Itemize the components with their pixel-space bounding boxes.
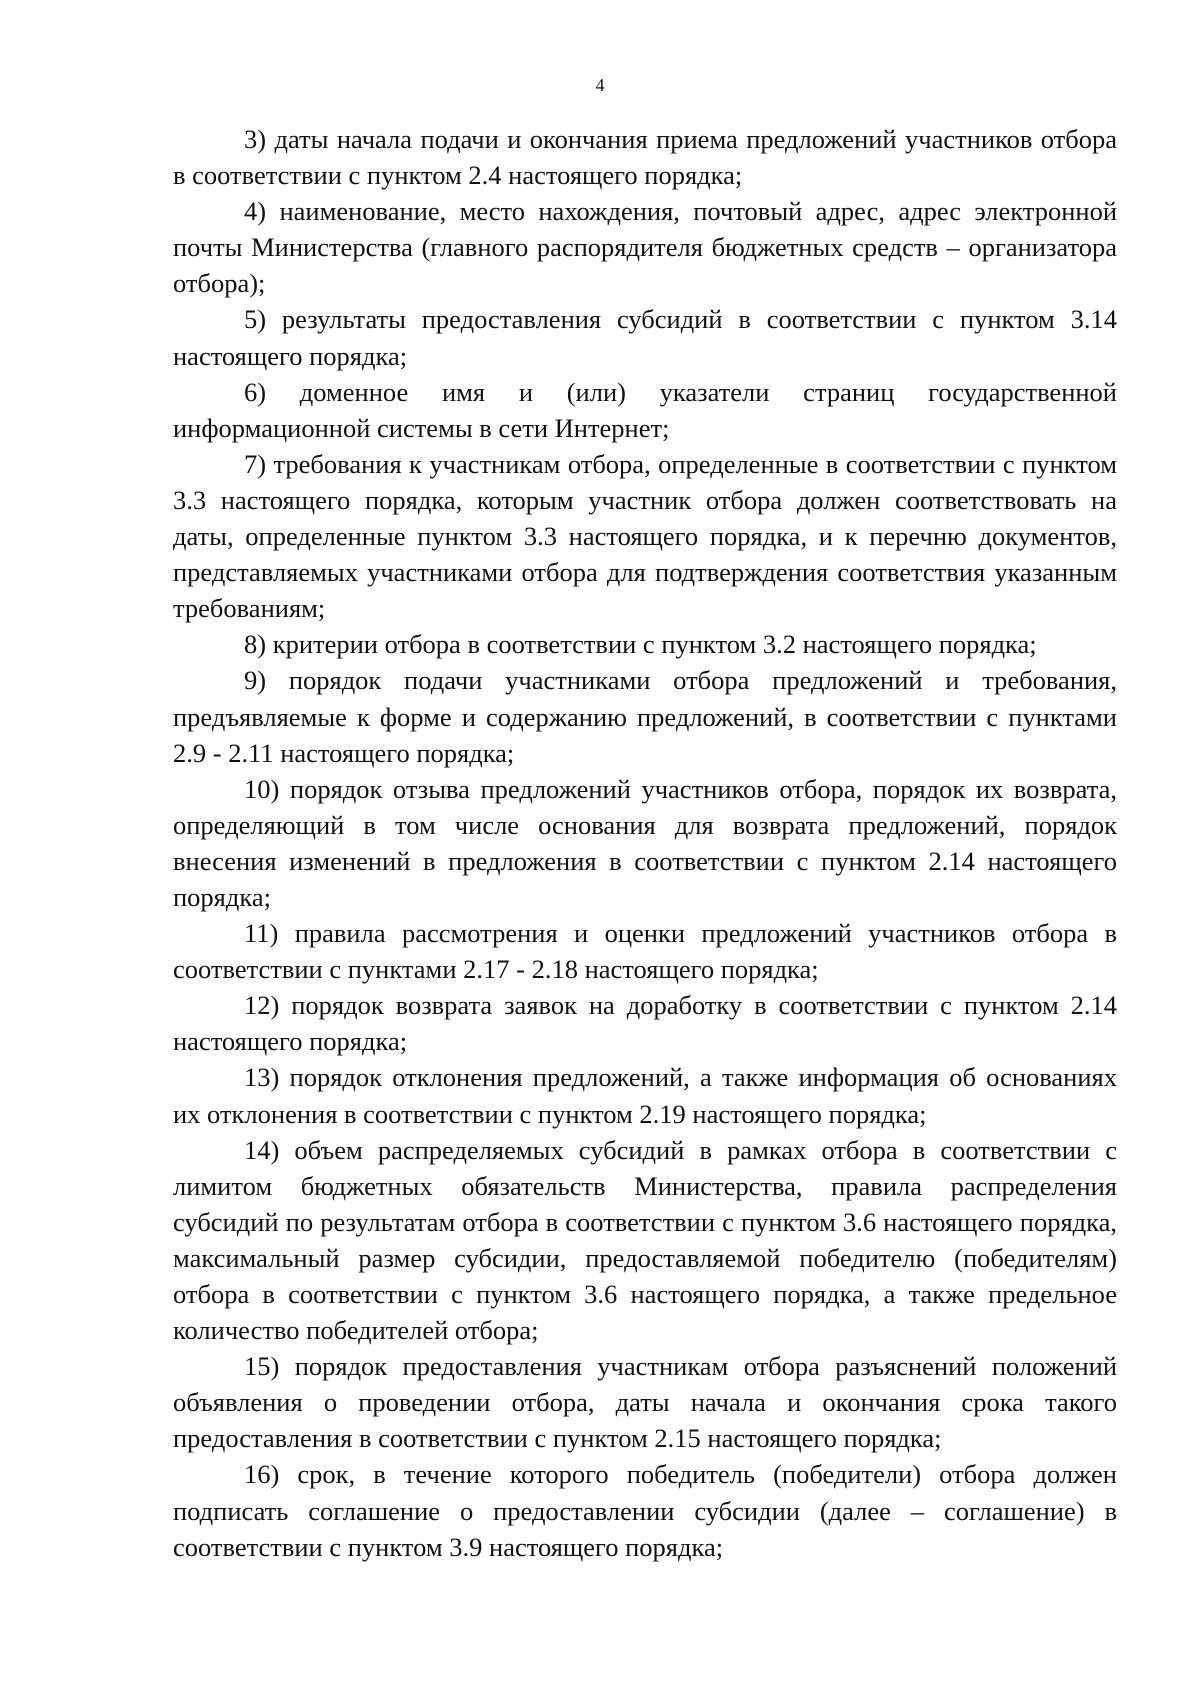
list-item-15: 15) порядок предоставления участникам отбора разъяснений положений объявления о проведении отбора, даты начала и окончания срока такого предоставления в соответствии с пунктом 2.15 настоящего порядка; (173, 1351, 1117, 1454)
list-item-13: 13) порядок отклонения предложений, а также информация об основаниях их отклонения в соответствии с пунктом 2.19 настоящего порядка; (173, 1062, 1117, 1129)
list-item-12: 12) порядок возврата заявок на доработку в соответствии с пунктом 2.14 настоящего порядка; (173, 990, 1117, 1057)
list-item-10: 10) порядок отзыва предложений участников отбора, порядок их возврата, определяющий в том числе основания для возврата предложений, порядок внесения изменений в предложения в соответствии с пунктом 2.14 настоящего порядка; (173, 773, 1117, 912)
list-item-6: 6) доменное имя и (или) указатели страниц государственной информационной системы в сети Интернет; (173, 376, 1117, 443)
page-number: 4 (595, 75, 605, 95)
list-item-5: 5) результаты предоставления субсидий в соответствии с пунктом 3.14 настоящего порядка; (173, 304, 1117, 371)
list-item-11: 11) правила рассмотрения и оценки предложений участников отбора в соответствии с пунктами 2.17 - 2.18 настоящего порядка; (173, 918, 1117, 985)
list-item-14: 14) объем распределяемых субсидий в рамках отбора в соответствии с лимитом бюджетных обязательств Министерства, правила распределения субсидий по результатам отбора в соответствии с пунктом 3.6 настоящего порядка, максимальный размер субсидии, предоставляемой победителю (победителям) отбора в соответствии с пунктом 3.6 настоящего порядка, а также предельное количество победителей отбора; (173, 1134, 1117, 1346)
list-item-16: 16) срок, в течение которого победитель (победители) отбора должен подписать соглашение о предоставлении субсидии (далее – соглашение) в соответствии с пунктом 3.9 настоящего порядка; (173, 1459, 1117, 1562)
list-item-8: 8) критерии отбора в соответствии с пунктом 3.2 настоящего порядка; (244, 629, 1037, 660)
list-item-9: 9) порядок подачи участниками отбора предложений и требования, предъявляемые к форме и содержанию предложений, в соответствии с пунктами 2.9 - 2.11 настоящего порядка; (173, 665, 1117, 768)
document-body (173, 121, 1117, 1565)
list-item-4: 4) наименование, место нахождения, почтовый адрес, адрес электронной почты Министерства (главного распорядителя бюджетных средств – организатора отбора); (173, 196, 1117, 299)
list-item-3: 3) даты начала подачи и окончания приема предложений участников отбора в соответствии с пунктом 2.4 настоящего порядка; (173, 124, 1117, 191)
list-item-7: 7) требования к участникам отбора, определенные в соответствии с пунктом 3.3 настоящего порядка, которым участник отбора должен соответствовать на даты, определенные пунктом 3.3 настоящего порядка, и к перечню документов, представляемых участниками отбора для подтверждения соответствия указанным требованиям; (173, 448, 1117, 624)
